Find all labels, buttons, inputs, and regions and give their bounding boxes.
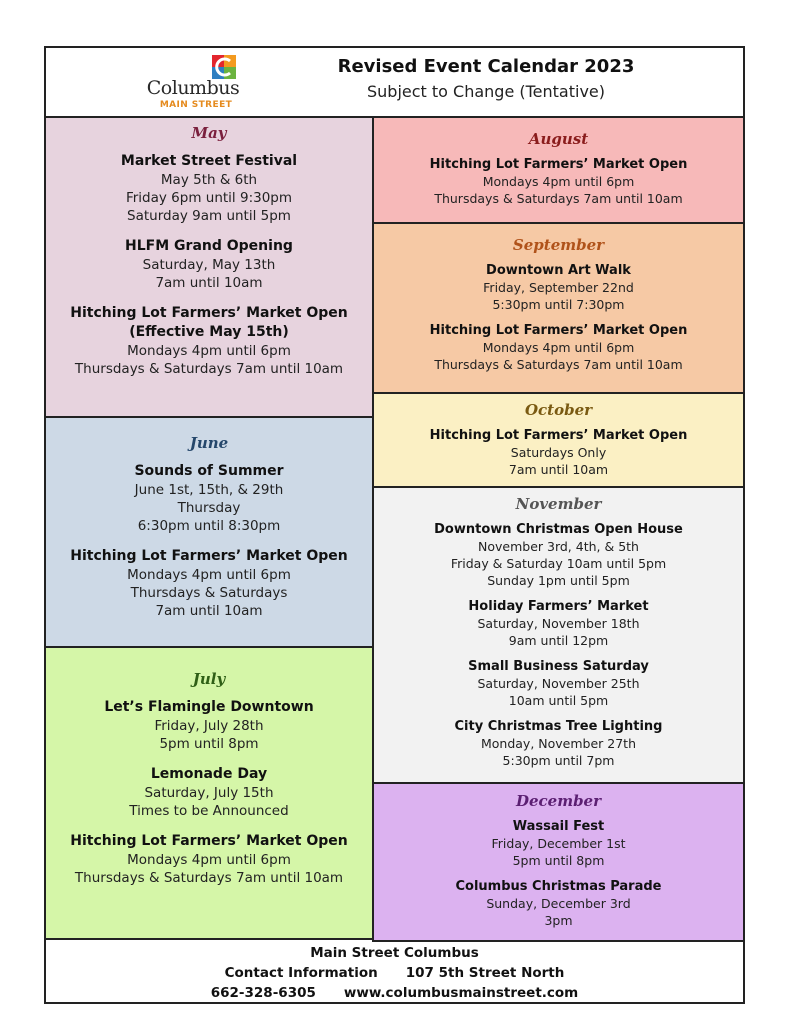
event-item [374,521,743,589]
event-detail: Sunday, December 3rd [486,896,631,911]
month-panel-may [44,116,374,418]
event-detail: Thursdays & Saturdays [130,585,288,601]
event-item [46,547,372,620]
event-detail: 7am until 10am [155,603,263,619]
footer-contact-label: Contact Information [224,965,378,981]
event-detail: Sunday 1pm until 5pm [487,573,630,588]
footer-phone[interactable]: 662-328-6305 [210,985,316,1001]
event-item [374,598,743,649]
month-heading-october: October [524,401,593,419]
event-item [374,427,743,478]
footer-phone-web-line [46,983,743,1003]
event-title: Hitching Lot Farmers’ Market Open [429,323,688,338]
event-detail: Thursdays & Saturdays 7am until 10am [434,357,683,372]
event-item [46,462,372,535]
event-item [46,237,372,292]
event-detail: 3pm [544,913,573,928]
footer-address: 107 5th Street North [405,965,565,981]
event-detail: November 3rd, 4th, & 5th [478,539,639,554]
footer-contact [46,940,743,1002]
event-detail: Mondays 4pm until 6pm [482,174,635,189]
event-detail: 5pm until 8pm [159,736,259,752]
month-heading-september: September [512,236,605,254]
calendar-frame [44,46,745,1004]
month-heading-may: May [191,124,227,142]
event-title: Hitching Lot Farmers’ Market Open [70,305,348,321]
event-item [374,262,743,313]
event-detail: Saturday, November 25th [477,676,640,691]
event-title: Sounds of Summer [134,463,284,479]
event-detail: Friday 6pm until 9:30pm [125,190,293,206]
event-detail: Saturday 9am until 5pm [127,208,291,224]
event-item [46,832,372,887]
event-detail: June 1st, 15th, & 29th [134,482,284,498]
event-item [374,718,743,769]
columbus-logo [138,51,248,113]
event-detail: Mondays 4pm until 6pm [127,567,291,583]
event-title: Small Business Saturday [468,659,649,674]
event-title: City Christmas Tree Lighting [454,719,663,734]
event-title: Let’s Flamingle Downtown [104,699,314,715]
event-detail: 7am until 10am [508,462,609,477]
event-detail: Thursdays & Saturdays 7am until 10am [434,191,683,206]
event-title: Hitching Lot Farmers’ Market Open [429,428,688,443]
footer-contact-line [46,963,743,983]
event-title: HLFM Grand Opening [125,238,293,254]
month-heading-december: December [515,792,602,810]
event-detail: Times to be Announced [129,803,289,819]
logo-subtitle: MAIN STREET [159,100,233,110]
event-title: Lemonade Day [150,766,268,782]
event-detail: Thursdays & Saturdays 7am until 10am [74,361,344,377]
event-item [374,156,743,207]
event-item [374,878,743,929]
event-detail: Mondays 4pm until 6pm [127,852,291,868]
footer-website-link[interactable]: www.columbusmainstreet.com [343,985,579,1001]
event-detail: May 5th & 6th [160,172,258,188]
event-detail: Saturday, May 13th [142,257,276,273]
event-title: Hitching Lot Farmers’ Market Open [70,548,348,564]
event-detail: Monday, November 27th [480,736,637,751]
event-item [374,658,743,709]
event-detail: Thursday [177,500,241,516]
event-detail: Saturday, July 15th [144,785,274,801]
page-subtitle: Subject to Change (Tentative) [366,82,606,101]
month-panel-august [372,116,745,224]
month-panel-september [372,222,745,394]
event-detail: Thursdays & Saturdays 7am until 10am [74,870,344,886]
event-detail: Mondays 4pm until 6pm [482,340,635,355]
month-heading-july: July [192,670,226,688]
month-panel-december [372,782,745,942]
event-title-note: (Effective May 15th) [129,324,289,340]
footer-org: Main Street Columbus [310,945,479,961]
event-detail: Friday, December 1st [491,836,626,851]
event-detail: Friday, September 22nd [483,280,634,295]
event-title: Holiday Farmers’ Market [468,599,649,614]
page-title: Revised Event Calendar 2023 [337,56,635,77]
event-title: Columbus Christmas Parade [455,879,662,894]
event-detail: Friday & Saturday 10am until 5pm [450,556,667,571]
event-item [46,765,372,820]
event-detail: 9am until 12pm [508,633,609,648]
month-panel-june [44,416,374,648]
event-detail: 6:30pm until 8:30pm [137,518,281,534]
event-detail: 7am until 10am [155,275,263,291]
event-title: Hitching Lot Farmers’ Market Open [429,157,688,172]
event-detail: 5:30pm until 7pm [502,753,615,768]
event-detail: Mondays 4pm until 6pm [127,343,291,359]
event-item [46,304,372,378]
event-item [374,818,743,869]
month-panel-july [44,646,374,940]
logo-wordmark: Columbus [146,77,240,99]
header [46,48,743,118]
event-detail: Saturday, November 18th [477,616,640,631]
month-heading-june: June [189,434,229,452]
event-detail: 5:30pm until 7:30pm [492,297,625,312]
event-title: Hitching Lot Farmers’ Market Open [70,833,348,849]
event-title: Downtown Christmas Open House [434,522,683,537]
month-heading-august: August [528,130,589,148]
event-item [46,698,372,753]
month-panel-october [372,392,745,488]
event-detail: Friday, July 28th [154,718,264,734]
event-detail: 10am until 5pm [508,693,609,708]
month-panel-november [372,486,745,784]
month-heading-november: November [515,495,602,513]
event-detail: Saturdays Only [510,445,607,460]
event-title: Downtown Art Walk [486,263,631,278]
event-item [46,152,372,225]
event-detail: 5pm until 8pm [512,853,605,868]
event-item [374,322,743,373]
event-title: Market Street Festival [120,153,298,169]
event-title: Wassail Fest [512,819,605,834]
